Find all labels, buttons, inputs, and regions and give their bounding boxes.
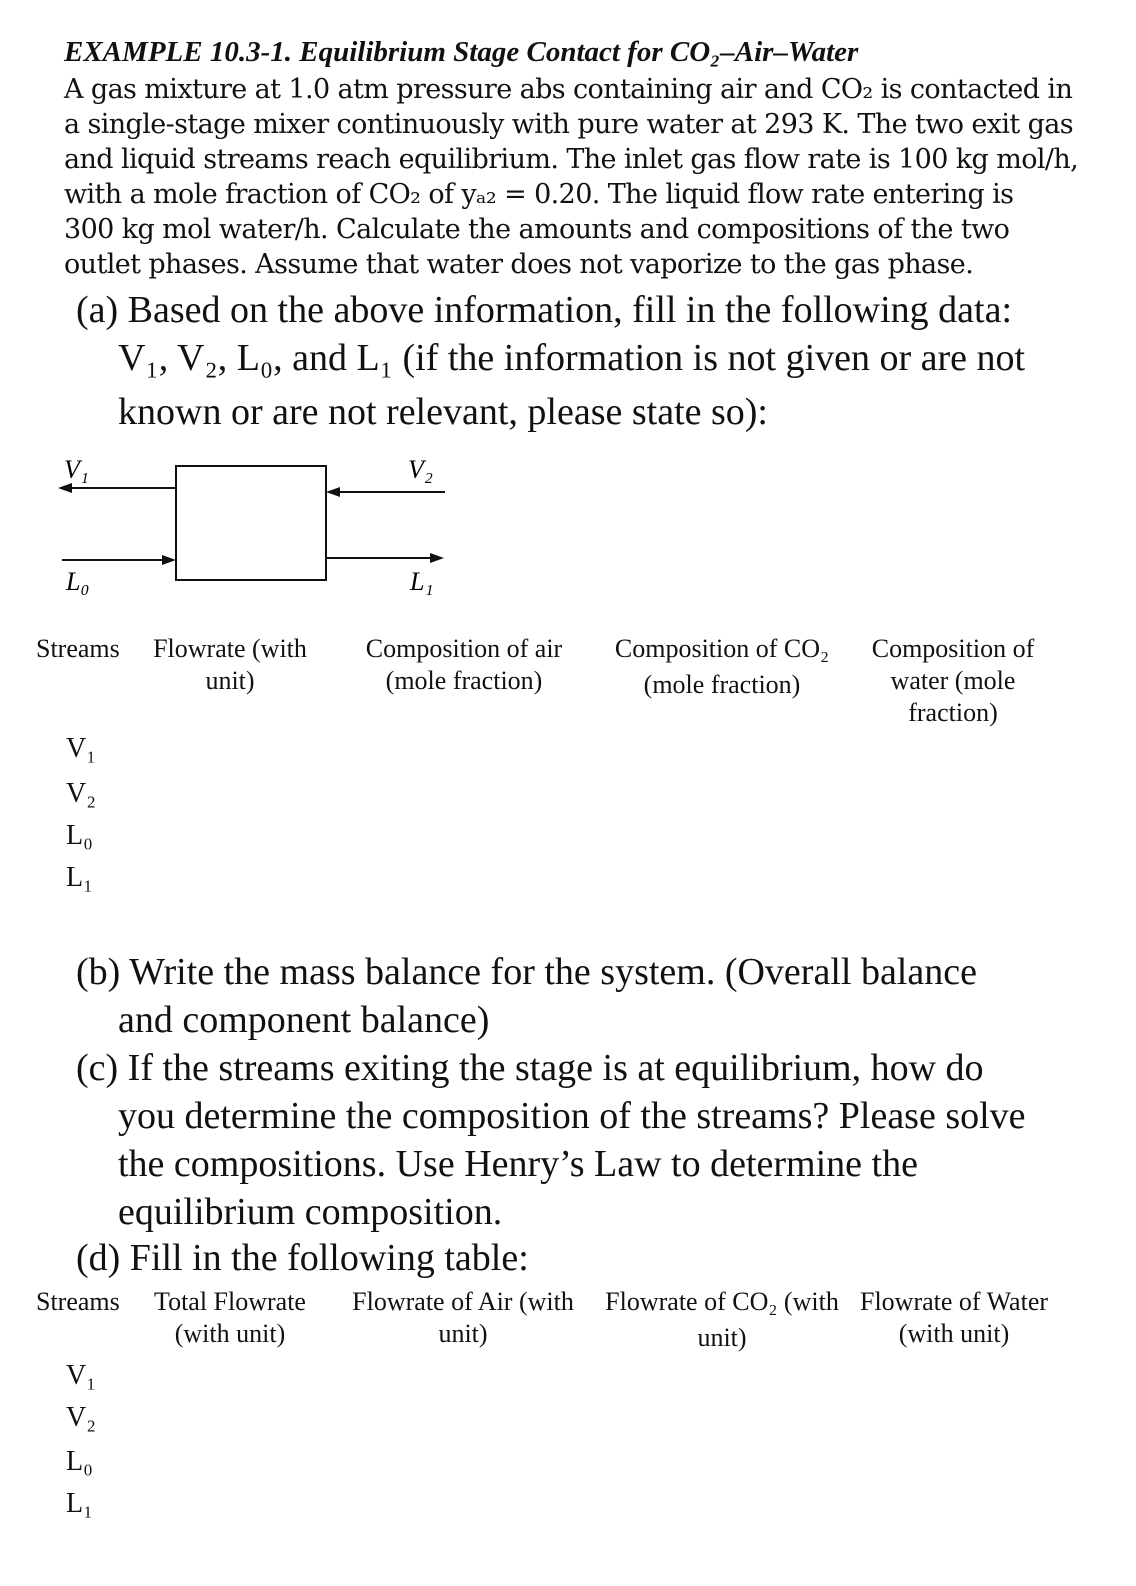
table-d-header-streams: Streams <box>36 1287 120 1316</box>
example-line-5: 300 kg mol water/h. Calculate the amounts and compositions of the two <box>64 214 1010 245</box>
table-a-row-l1: L₁ <box>66 862 93 893</box>
part-a-line-2: V₁, V₂, L₀, and L₁ (if the information is not given or are not <box>118 337 1026 379</box>
table-a-row-l0: L₀ <box>66 820 93 851</box>
table-a-header-co2: Composition of CO₂ (mole fraction) <box>614 634 830 699</box>
table-d-header-total-flowrate: Total Flowrate (with unit) <box>154 1287 306 1348</box>
example-line-6: outlet phases. Assume that water does not vaporize to the gas phase. <box>64 249 974 280</box>
example-line-3: and liquid streams reach equilibrium. The inlet gas flow rate is 100 kg mol/h, <box>64 144 1079 175</box>
example-line-4: with a mole fraction of CO₂ of yₐ₂ = 0.20. The liquid flow rate entering is <box>64 179 1014 210</box>
table-a-header-flowrate: Flowrate (with unit) <box>153 634 307 695</box>
v2-arrowhead <box>326 487 340 497</box>
stage-box <box>176 466 326 580</box>
table-a-header-air: Composition of air (mole fraction) <box>365 634 563 695</box>
table-a-header-water: Composition of water (mole fraction) <box>871 634 1035 727</box>
v1-arrowhead <box>58 483 72 493</box>
part-a-line-3: known or are not relevant, please state so): <box>118 391 768 433</box>
part-c-line-3: the compositions. Use Henry’s Law to determine the <box>118 1143 918 1185</box>
example-line-2: a single-stage mixer continuously with pure water at 293 K. The two exit gas <box>64 109 1074 140</box>
table-a-header-streams: Streams <box>36 634 120 663</box>
example-title: EXAMPLE 10.3-1. Equilibrium Stage Contact for CO₂–Air–Water <box>64 36 859 68</box>
table-d-row-v1: V₁ <box>66 1360 96 1391</box>
table-a-row-v1: V₁ <box>66 733 96 764</box>
v1-label: V₁ <box>64 455 89 484</box>
part-a-line-1: (a) Based on the above information, fill in the following data: <box>76 289 1013 331</box>
l1-arrowhead <box>430 553 444 563</box>
table-d-header-water-flowrate: Flowrate of Water (with unit) <box>859 1287 1049 1348</box>
stage-diagram <box>50 450 470 600</box>
l0-label: L₀ <box>66 567 90 596</box>
part-b-line-2: and component balance) <box>118 999 490 1041</box>
part-b-line-1: (b) Write the mass balance for the system. (Overall balance <box>76 951 977 993</box>
table-d-header-air-flowrate: Flowrate of Air (with unit) <box>352 1287 574 1348</box>
part-c-line-4: equilibrium composition. <box>118 1191 503 1233</box>
v2-label: V₂ <box>408 455 433 484</box>
table-a-row-v2: V₂ <box>66 778 96 809</box>
part-c-line-1: (c) If the streams exiting the stage is at equilibrium, how do <box>76 1047 984 1089</box>
part-d-line-1: (d) Fill in the following table: <box>76 1237 529 1279</box>
example-line-1: A gas mixture at 1.0 atm pressure abs containing air and CO₂ is contacted in <box>64 74 1073 105</box>
table-d-header-co2-flowrate: Flowrate of CO₂ (with unit) <box>605 1287 839 1352</box>
table-d-row-v2: V₂ <box>66 1402 96 1433</box>
part-c-line-2: you determine the composition of the streams? Please solve <box>118 1095 1026 1137</box>
table-d-row-l1: L₁ <box>66 1488 93 1519</box>
l1-label: L₁ <box>410 567 434 596</box>
table-d-row-l0: L₀ <box>66 1446 93 1477</box>
l0-arrowhead <box>162 555 176 565</box>
